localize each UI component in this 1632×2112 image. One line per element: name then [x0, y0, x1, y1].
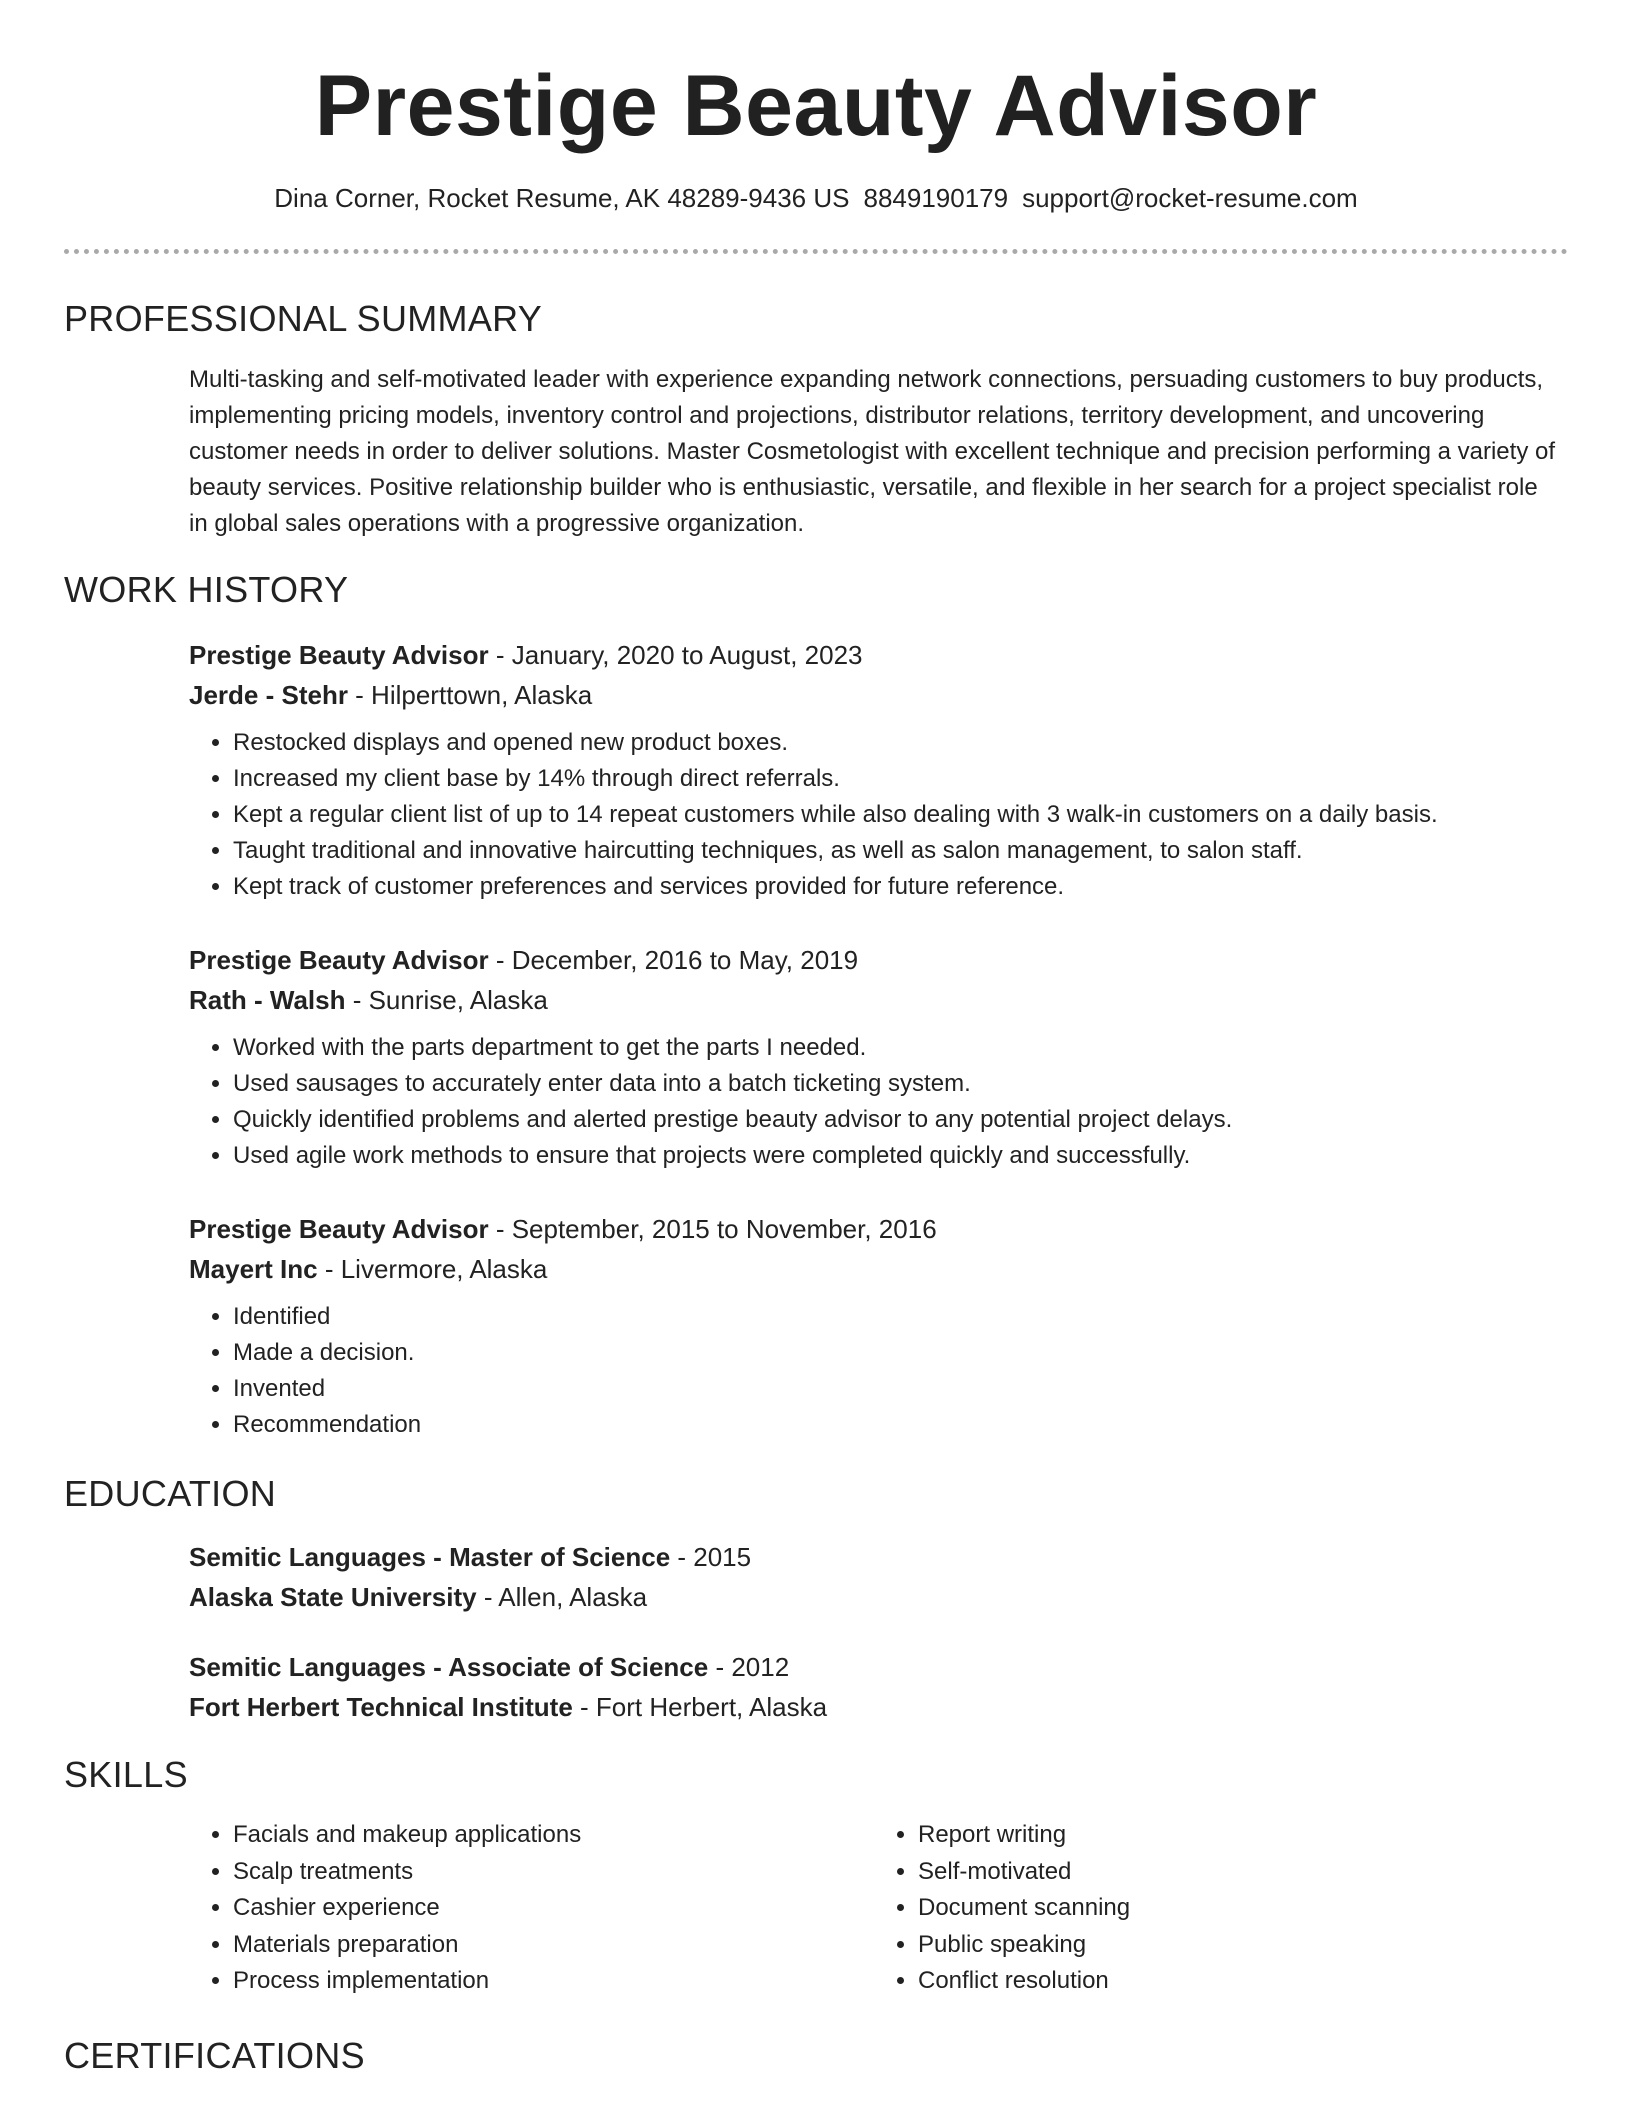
contact-line [0, 182, 1632, 216]
summary-text: Multi-tasking and self-motivated leader with experience expanding network connections, persuading customers to buy products, implementing pricing models, inventory control and projections, distributor relations, territory development, and uncovering customer needs in order to deliver solutions. Master Cosmetologist with excellent technique and precision performing a variety of beauty services. Positive relationship builder who is enthusiastic, versatile, and flexible in her search for a project specialist role in global sales operations with a progressive organization. [189, 366, 1556, 537]
job-title: Prestige Beauty Advisor [189, 945, 489, 975]
contact-address: Dina Corner, Rocket Resume, AK 48289-9436 US [274, 183, 850, 213]
certifications-heading: CERTIFICATIONS [64, 2035, 365, 2076]
job-company-line [189, 980, 1559, 1020]
skills-heading: SKILLS [64, 1754, 188, 1795]
degree-line [189, 1537, 1559, 1577]
job-location: - Hilperttown, Alaska [347, 680, 593, 710]
degree-year: - 2012 [708, 1652, 790, 1682]
job-title-line [189, 635, 1559, 675]
contact-phone: 8849190179 [863, 183, 1009, 213]
job-company: Jerde - Stehr [189, 680, 348, 710]
bullet-item: • Used sausages to accurately enter data into a batch ticketing system. [233, 1066, 1559, 1102]
school-location: - Fort Herbert, Alaska [572, 1692, 828, 1722]
skills-column-left [189, 1817, 874, 2000]
degree-name: Semitic Languages - Associate of Science [189, 1652, 709, 1682]
job-title: Prestige Beauty Advisor [189, 640, 489, 670]
skill-item: • Self-motivated [918, 1854, 1559, 1891]
summary-heading: PROFESSIONAL SUMMARY [64, 298, 543, 339]
work-history-heading: WORK HISTORY [64, 569, 349, 610]
job-location: - Sunrise, Alaska [345, 985, 548, 1015]
degree-line [189, 1647, 1559, 1687]
header-divider [64, 249, 1568, 254]
degree-year: - 2015 [670, 1542, 752, 1572]
school-name: Alaska State University [189, 1582, 477, 1612]
skill-item: • Report writing [918, 1817, 1559, 1854]
bullet-item: • Kept track of customer preferences and services provided for future reference. [233, 869, 1559, 905]
bullet-item: • Invented [233, 1371, 1559, 1407]
bullet-item: • Increased my client base by 14% through direct referrals. [233, 761, 1559, 797]
bullet-item: • Identified [233, 1299, 1559, 1335]
school-line [189, 1687, 1559, 1727]
school-name: Fort Herbert Technical Institute [189, 1692, 573, 1722]
bullet-item: • Worked with the parts department to get the parts I needed. [233, 1030, 1559, 1066]
job-bullets [189, 1299, 1559, 1443]
skills-column-right [874, 1817, 1559, 2000]
education-heading: EDUCATION [64, 1473, 277, 1514]
job-entry [189, 940, 1559, 1174]
education-entry [189, 1537, 1559, 1617]
bullet-item: • Made a decision. [233, 1335, 1559, 1371]
job-location: - Livermore, Alaska [317, 1254, 548, 1284]
degree-name: Semitic Languages - Master of Science [189, 1542, 671, 1572]
job-bullets [189, 1030, 1559, 1174]
job-dates: - December, 2016 to May, 2019 [488, 945, 859, 975]
skills-list [189, 1817, 1559, 2000]
school-line [189, 1577, 1559, 1617]
skill-item: • Cashier experience [233, 1890, 874, 1927]
job-entry [189, 1209, 1559, 1443]
skill-item: • Document scanning [918, 1890, 1559, 1927]
job-company-line [189, 675, 1559, 715]
school-location: - Allen, Alaska [476, 1582, 648, 1612]
bullet-item: • Quickly identified problems and alerted prestige beauty advisor to any potential project delays. [233, 1102, 1559, 1138]
job-title-line [189, 1209, 1559, 1249]
skill-item: • Public speaking [918, 1927, 1559, 1964]
skill-item: • Materials preparation [233, 1927, 874, 1964]
job-company: Rath - Walsh [189, 985, 346, 1015]
bullet-item: • Recommendation [233, 1407, 1559, 1443]
education-entry [189, 1647, 1559, 1727]
bullet-item: • Kept a regular client list of up to 14 repeat customers while also dealing with 3 walk-in customers on a daily basis. [233, 797, 1559, 833]
bullet-item: • Restocked displays and opened new product boxes. [233, 725, 1559, 761]
summary-block [189, 362, 1559, 542]
job-entry [189, 635, 1559, 905]
skill-item: • Process implementation [233, 1963, 874, 2000]
job-title: Prestige Beauty Advisor [189, 1214, 489, 1244]
skill-item: • Scalp treatments [233, 1854, 874, 1891]
job-company: Mayert Inc [189, 1254, 318, 1284]
job-bullets [189, 725, 1559, 905]
skill-item: • Conflict resolution [918, 1963, 1559, 2000]
job-title-line [189, 940, 1559, 980]
skill-item: • Facials and makeup applications [233, 1817, 874, 1854]
bullet-item: • Used agile work methods to ensure that projects were completed quickly and successfully. [233, 1138, 1559, 1174]
job-dates: - September, 2015 to November, 2016 [488, 1214, 937, 1244]
job-company-line [189, 1249, 1559, 1289]
job-dates: - January, 2020 to August, 2023 [488, 640, 863, 670]
contact-email: support@rocket-resume.com [1022, 183, 1358, 213]
resume-title: Prestige Beauty Advisor [314, 58, 1318, 154]
bullet-item: • Taught traditional and innovative haircutting techniques, as well as salon management, to salon staff. [233, 833, 1559, 869]
